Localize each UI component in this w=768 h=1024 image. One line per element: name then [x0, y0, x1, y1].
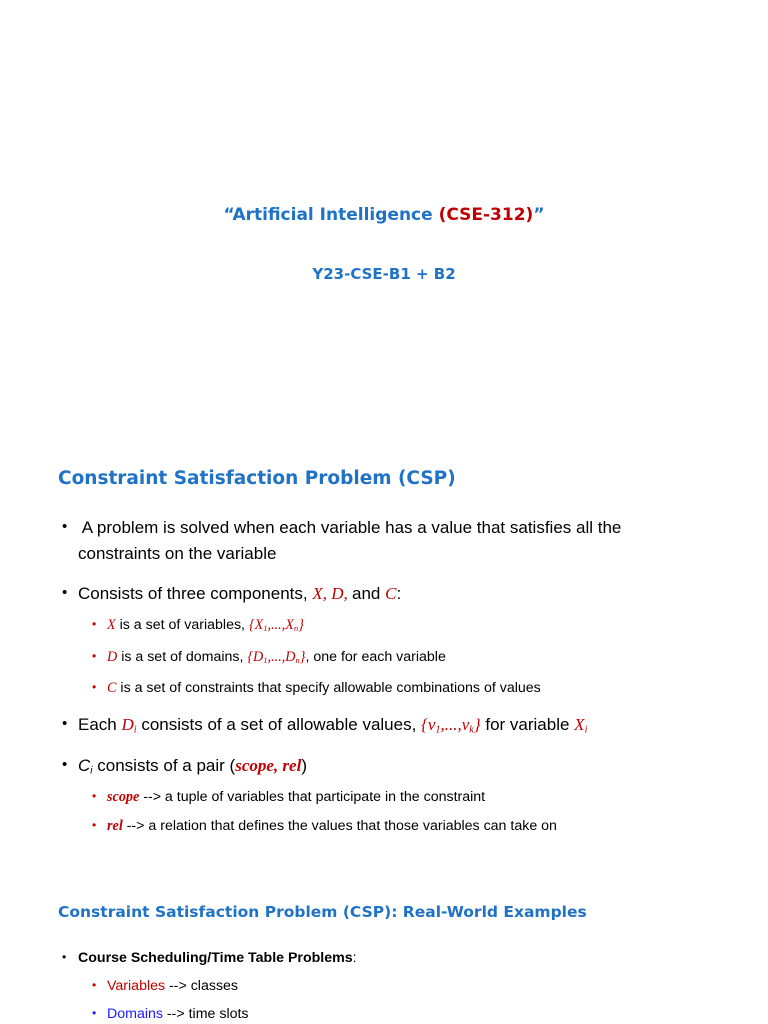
bullet-dot: • — [92, 789, 97, 803]
subscript-run: 1 — [435, 724, 441, 736]
bullet-dot: • — [92, 1006, 97, 1020]
sub-bullet-c-constraints — [92, 680, 541, 697]
sub-bullet-d-domains — [92, 649, 446, 666]
csp-heading: Constraint Satisfaction Problem (CSP) — [58, 468, 456, 489]
text-run: Variables — [107, 978, 166, 994]
text-run: : — [352, 950, 357, 966]
sub-bullet-domains-time-slots — [92, 1006, 249, 1022]
bullet-dot: • — [62, 950, 67, 964]
text-run: D — [107, 649, 118, 665]
bullet-scope-rel-pair — [62, 756, 307, 777]
text-run: {v — [421, 715, 436, 734]
text-run: } — [299, 649, 306, 665]
subscript-run: i — [584, 724, 588, 736]
sub-bullet-scope — [92, 789, 486, 806]
bullet-dot: • — [92, 818, 97, 832]
bullet-text: A problem is solved when each variable has a value that satisfies all the — [78, 518, 622, 537]
title-close-quote: ” — [533, 205, 545, 225]
bullet-dot: • — [62, 756, 68, 773]
bullet-three-components — [62, 584, 402, 604]
presentation-title — [0, 205, 768, 225]
bullet-dot: • — [92, 978, 97, 992]
text-run: ,...,D — [267, 649, 296, 665]
text-run: Each — [78, 715, 122, 734]
bullet-dot: • — [92, 680, 97, 694]
text-run: is a set of constraints that specify allowable combinations of values — [116, 680, 541, 696]
subscript-run: 1 — [263, 623, 268, 634]
sub-bullet-rel — [92, 818, 557, 835]
text-run: consists of a set of allowable values, — [136, 715, 422, 734]
sub-bullet-variables-classes — [92, 978, 239, 994]
bullet-text — [107, 818, 557, 834]
text-run: scope, rel — [235, 756, 302, 775]
bullet-dot: • — [62, 715, 68, 732]
subscript-run: k — [469, 724, 474, 736]
text-run: Course Scheduling/Time Table Problems — [78, 950, 353, 966]
text-run: Domains — [107, 1006, 163, 1022]
text-run: and — [352, 584, 386, 603]
text-run: --> classes — [165, 978, 239, 994]
text-run: consists of a pair ( — [92, 756, 236, 775]
subscript-run: 1 — [263, 655, 268, 666]
text-run: --> a relation that defines the values that those variables can take on — [122, 818, 557, 834]
bullet-text — [107, 978, 238, 994]
bullet-dot: • — [92, 617, 97, 631]
text-run: rel — [107, 818, 123, 834]
text-run: is a set of variables, — [115, 617, 249, 633]
text-run: D — [121, 715, 134, 734]
bullet-dot: • — [62, 584, 68, 601]
text-run: for variable — [480, 715, 575, 734]
bullet-text-continued: constraints on the variable — [78, 544, 277, 563]
bullet-text — [78, 584, 401, 603]
text-run: C — [78, 756, 91, 775]
text-run: --> a tuple of variables that participate in the constraint — [139, 789, 486, 805]
bullet-dot: • — [62, 518, 68, 535]
text-run: {X — [248, 617, 264, 633]
text-run: X, D, — [312, 584, 353, 603]
text-run: ,...,v — [440, 715, 470, 734]
text-run: } — [473, 715, 481, 734]
subscript-run: n — [295, 655, 300, 666]
bullet-text — [107, 617, 304, 633]
text-run: Consists of three components, — [78, 584, 313, 603]
bullet-course-scheduling — [62, 950, 357, 966]
text-run: C — [107, 680, 117, 696]
csp-examples-heading: Constraint Satisfaction Problem (CSP): Real-World Examples — [58, 903, 587, 921]
subscript-run: n — [293, 623, 299, 634]
bullet-text — [78, 715, 587, 734]
bullet-text — [107, 789, 485, 805]
text-run: ,...,X — [267, 617, 294, 633]
bullet-text — [107, 1006, 249, 1022]
title-text: “Artificial Intelligence — [223, 205, 439, 225]
bullet-problem-solved — [62, 518, 622, 564]
course-code: (CSE-312) — [438, 205, 534, 225]
text-run: } — [298, 617, 304, 633]
sub-bullet-x-variables — [92, 617, 304, 634]
bullet-text — [78, 950, 357, 966]
text-run: scope — [107, 789, 140, 805]
text-run: , one for each variable — [305, 649, 446, 665]
subscript-run: i — [90, 765, 93, 777]
bullet-allowable-values — [62, 715, 588, 736]
text-run: X — [574, 715, 585, 734]
text-run: X — [107, 617, 116, 633]
text-run: is a set of domains, — [117, 649, 248, 665]
text-run: : — [396, 584, 402, 603]
bullet-text — [107, 649, 446, 665]
text-run: {D — [247, 649, 264, 665]
bullet-text — [78, 756, 307, 775]
text-run: ) — [301, 756, 307, 775]
subscript-run: i — [133, 724, 137, 736]
bullet-text — [107, 680, 541, 696]
text-run: --> time slots — [162, 1006, 249, 1022]
text-run: C — [385, 584, 397, 603]
class-section: Y23-CSE-B1 + B2 — [312, 265, 456, 283]
bullet-dot: • — [92, 649, 97, 663]
